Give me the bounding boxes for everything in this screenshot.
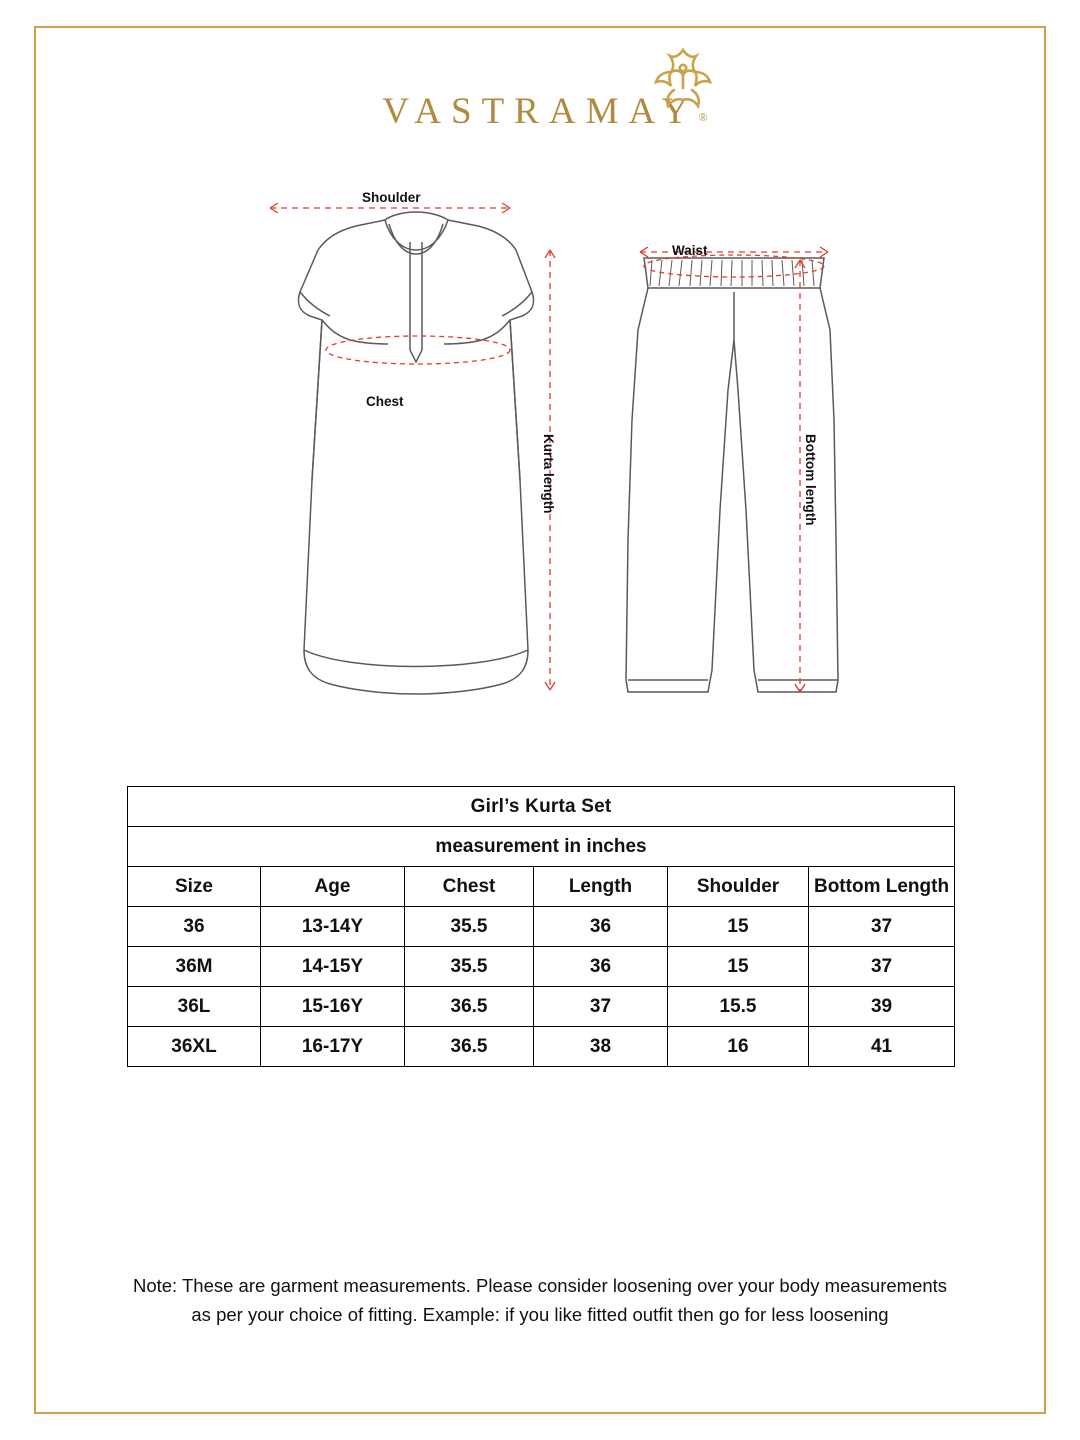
table-title: Girl’s Kurta Set <box>128 787 955 827</box>
cell-chest: 35.5 <box>405 907 534 947</box>
table-row <box>128 987 955 1027</box>
cell-age: 13-14Y <box>261 907 405 947</box>
cell-chest: 36.5 <box>405 1027 534 1067</box>
cell-length: 37 <box>534 987 668 1027</box>
brand-name: VASTRAMAY® <box>382 91 708 132</box>
cell-size: 36 <box>128 907 261 947</box>
garment-illustration <box>180 180 900 740</box>
cell-age: 15-16Y <box>261 987 405 1027</box>
cell-size: 36XL <box>128 1027 261 1067</box>
cell-length: 36 <box>534 947 668 987</box>
cell-age: 14-15Y <box>261 947 405 987</box>
note-line-1: Note: These are garment measurements. Please consider loosening over your body measurements <box>132 1275 948 1296</box>
cell-shoulder: 16 <box>668 1027 809 1067</box>
cell-chest: 35.5 <box>405 947 534 987</box>
column-header-length: Length <box>534 867 668 907</box>
cell-chest: 36.5 <box>405 987 534 1027</box>
table-row <box>128 907 955 947</box>
column-header-shoulder: Shoulder <box>668 867 809 907</box>
cell-size: 36M <box>128 947 261 987</box>
cell-length: 38 <box>534 1027 668 1067</box>
cell-bottom-length: 37 <box>809 947 955 987</box>
cell-bottom-length: 37 <box>809 907 955 947</box>
column-header-age: Age <box>261 867 405 907</box>
size-chart-table-wrap <box>127 786 954 1067</box>
label-waist: Waist <box>672 243 708 258</box>
column-header-chest: Chest <box>405 867 534 907</box>
cell-shoulder: 15.5 <box>668 987 809 1027</box>
column-header-bottom-length: Bottom Length <box>809 867 955 907</box>
label-kurta-length: Kurta length <box>541 434 556 514</box>
table-title-row <box>128 787 955 827</box>
ornamental-star-icon <box>638 38 728 118</box>
note-line-2: as per your choice of fitting. Example: if you like fitted outfit then go for less loosening <box>191 1303 889 1325</box>
cell-shoulder: 15 <box>668 907 809 947</box>
cell-shoulder: 15 <box>668 947 809 987</box>
column-header-size: Size <box>128 867 261 907</box>
brand-header <box>0 40 1080 133</box>
label-chest: Chest <box>366 394 404 409</box>
table-subtitle: measurement in inches <box>128 827 955 867</box>
registered-mark: ® <box>698 110 708 124</box>
label-bottom-length: Bottom length <box>803 434 818 526</box>
table-row <box>128 1027 955 1067</box>
table-subtitle-row <box>128 827 955 867</box>
cell-bottom-length: 39 <box>809 987 955 1027</box>
label-shoulder: Shoulder <box>362 190 421 205</box>
table-row <box>128 947 955 987</box>
size-chart-table <box>127 786 955 1067</box>
table-header-row <box>128 867 955 907</box>
cell-size: 36L <box>128 987 261 1027</box>
measurement-note <box>56 1272 1024 1329</box>
cell-length: 36 <box>534 907 668 947</box>
cell-bottom-length: 41 <box>809 1027 955 1067</box>
cell-age: 16-17Y <box>261 1027 405 1067</box>
